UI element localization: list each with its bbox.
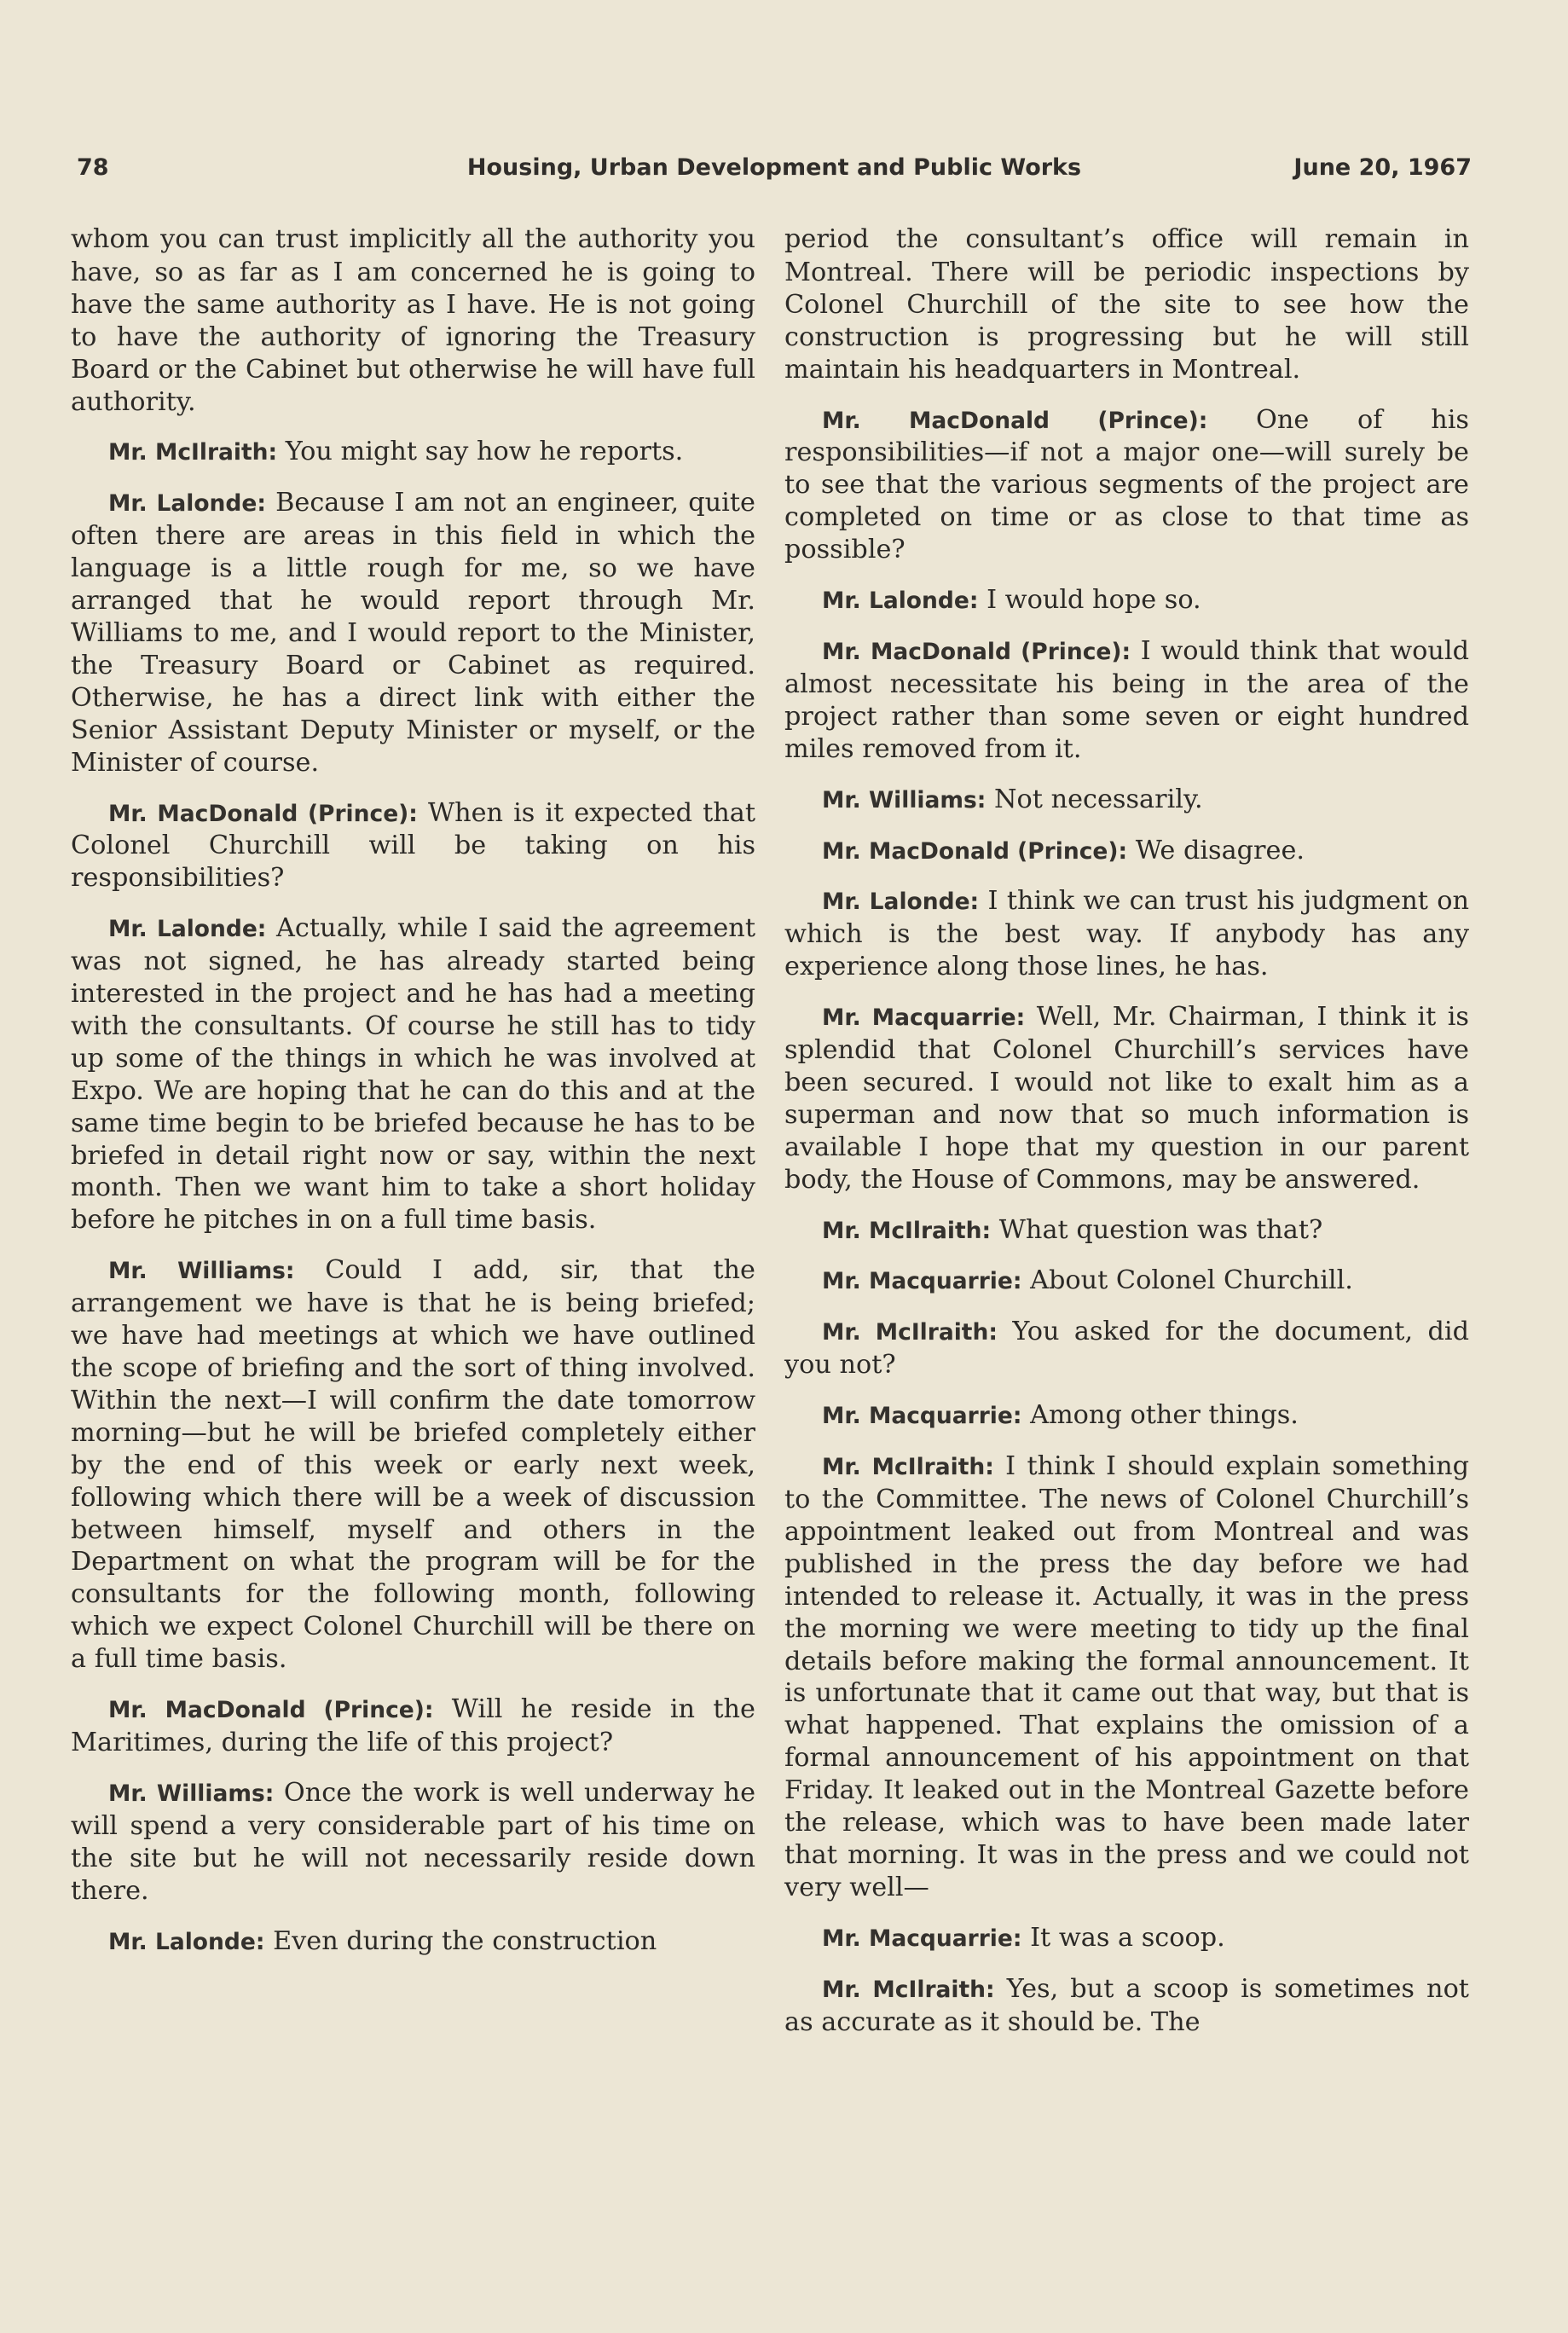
- speaker-name: Mr. Lalonde:: [822, 588, 979, 615]
- speaker-name: Mr. MacDonald (Prince):: [108, 800, 418, 827]
- speaker-name: Mr. Williams:: [108, 1258, 295, 1285]
- paragraph: [784, 1399, 1469, 1433]
- speech-text: Actually, while I said the agreement was not signed, he has already started being interested in the project and he has had a meeting with the consultants. Of course he still has to tidy up some of the things in which he was involved at Expo. We are hoping that he can do this and at the same time begin to be briefed because he has to be briefed in detail right now or say, within the next month. Then we want him to take a short holiday before he pitches in on a full time basis.: [71, 913, 755, 1236]
- speech-text: It was a scoop.: [1030, 1922, 1225, 1953]
- paragraph: [71, 487, 755, 779]
- speaker-name: Mr. Lalonde:: [108, 1928, 265, 1955]
- paragraph: [784, 404, 1469, 567]
- speech-text: whom you can trust implicitly all the authority you have, so as far as I am concerned he is going to have the same authority as I have. He is not going to have the authority of ignoring the Treasury Board or the Cabinet but otherwise he will have full authority.: [71, 224, 755, 417]
- paragraph: [71, 1925, 755, 1959]
- speaker-name: Mr. Macquarrie:: [822, 1004, 1026, 1032]
- paragraph: [784, 784, 1469, 817]
- speech-text: I would hope so.: [987, 585, 1201, 616]
- paragraph: [784, 885, 1469, 983]
- page-number: 78: [77, 154, 109, 181]
- speech-text: I think we can trust his judgment on which is the best way. If anybody has any experience along those lines, he has.: [784, 886, 1469, 982]
- paragraph: [784, 584, 1469, 617]
- paragraph: [71, 797, 755, 895]
- speaker-name: Mr. McIlraith:: [822, 1217, 992, 1244]
- speaker-name: Mr. Macquarrie:: [822, 1403, 1022, 1430]
- paragraph: [784, 1973, 1469, 2039]
- speech-text: We disagree.: [1135, 835, 1305, 865]
- speech-text: Yes, but a scoop is sometimes not as accurate as it should be. The: [784, 1973, 1469, 2037]
- speech-text: Even during the construction: [273, 1925, 657, 1956]
- speech-text: Well, Mr. Chairman, I think it is splendid that Colonel Churchill’s services have been secured. I would not like to exalt him as a superman and now that so much information is available I hope that my question in our parent body, the House of Commons, may be answered.: [784, 1002, 1469, 1195]
- speaker-name: Mr. McIlraith:: [822, 1319, 998, 1346]
- paragraph: [71, 436, 755, 469]
- speech-text: I would think that would almost necessitate his being in the area of the project rather than some seven or eight hundred miles removed from it.: [784, 635, 1469, 764]
- speaker-name: Mr. Lalonde:: [108, 916, 267, 943]
- right-column: [784, 223, 1469, 2057]
- speaker-name: Mr. McIlraith:: [822, 1976, 995, 2003]
- speech-text: One of his responsibilities—if not a major one—will surely be to see that the various segments of the project are completed on time or as close to that time as possible?: [784, 404, 1469, 565]
- paragraph: [71, 1254, 755, 1676]
- paragraph: [71, 223, 755, 418]
- paragraph: [784, 1001, 1469, 1195]
- speaker-name: Mr. Lalonde:: [822, 889, 980, 916]
- speech-text: You asked for the document, did you not?: [784, 1317, 1469, 1381]
- speech-text: When is it expected that Colonel Churchill will be taking on his responsibilities?: [71, 797, 755, 894]
- speech-text: Because I am not an engineer, quite often there are areas in this field in which the language is a little rough for me, so we have arranged that he would report through Mr. Williams to me, and I would report to the Minister, the Treasury Board or Cabinet as required. Otherwise, he has a direct link with either the Senior Assistant Deputy Minister or myself, or the Minister of course.: [71, 488, 755, 778]
- paragraph: [784, 635, 1469, 766]
- speech-text: What question was that?: [998, 1214, 1323, 1245]
- paragraph: [71, 912, 755, 1236]
- paragraph: [784, 1922, 1469, 1955]
- speech-text: Will he reside in the Maritimes, during the life of this project?: [71, 1694, 755, 1757]
- paragraph: [71, 1777, 755, 1908]
- paragraph: [71, 1693, 755, 1759]
- header-date: June 20, 1967: [1293, 154, 1472, 181]
- speech-text: Not necessarily.: [994, 784, 1203, 814]
- speaker-name: Mr. Williams:: [108, 1780, 275, 1807]
- speaker-name: Mr. MacDonald (Prince):: [108, 1697, 434, 1724]
- paragraph: [784, 1316, 1469, 1381]
- speaker-name: Mr. Macquarrie:: [822, 1268, 1022, 1295]
- speech-text: You might say how he reports.: [285, 437, 684, 467]
- speech-text: About Colonel Churchill.: [1030, 1265, 1353, 1296]
- speaker-name: Mr. Williams:: [822, 786, 987, 813]
- speaker-name: Mr. Macquarrie:: [822, 1925, 1022, 1952]
- paragraph: [784, 1214, 1469, 1248]
- speaker-name: Mr. MacDonald (Prince):: [822, 407, 1208, 434]
- speech-text: I think I should explain something to the Committee. The news of Colonel Churchill’s appointment leaked out from Montreal and was published in the press the day before we had intended to release it. Actually, it was in the press the morning we were meeting to tidy up the final details before making the formal announcement. It is unfortunate that it came out that way, but that is what happened. That explains the omission of a formal announcement of his appointment on that Friday. It leaked out in the Montreal Gazette before the release, which was to have been made later that morning. It was in the press and we could not very well—: [784, 1451, 1469, 1902]
- speaker-name: Mr. Lalonde:: [108, 490, 266, 518]
- paragraph: [784, 1265, 1469, 1298]
- paragraph: [784, 835, 1469, 868]
- paragraph: [784, 1450, 1469, 1904]
- speaker-name: Mr. MacDonald (Prince):: [822, 837, 1128, 865]
- paragraph: [784, 223, 1469, 386]
- speech-text: Once the work is well underway he will spend a very considerable part of his time on the site but he will not necessarily reside down there.: [71, 1777, 755, 1906]
- left-column: [71, 223, 755, 1976]
- speech-text: Could I add, sir, that the arrangement we have is that he is being briefed; we have had meetings at which we have outlined the scope of briefing and the sort of thing involved. Within the next—I will confirm the date tomorrow morning—but he will be briefed completely either by the end of this week or early next week, following which there will be a week of discussion between himself, myself and others in the Department on what the program will be for the consultants for the following month, following which we expect Colonel Churchill will be there on a full time basis.: [71, 1255, 755, 1675]
- speaker-name: Mr. McIlraith:: [822, 1454, 994, 1481]
- speech-text: period the consultant’s office will remain in Montreal. There will be periodic inspections by Colonel Churchill of the site to see how the construction is progressing but he will still maintain his headquarters in Montreal.: [784, 224, 1469, 385]
- speaker-name: Mr. MacDonald (Prince):: [822, 638, 1131, 665]
- page-header: [77, 154, 1472, 192]
- running-title: Housing, Urban Development and Public Works: [466, 154, 1082, 181]
- speaker-name: Mr. McIlraith:: [108, 439, 278, 466]
- speech-text: Among other things.: [1030, 1400, 1299, 1431]
